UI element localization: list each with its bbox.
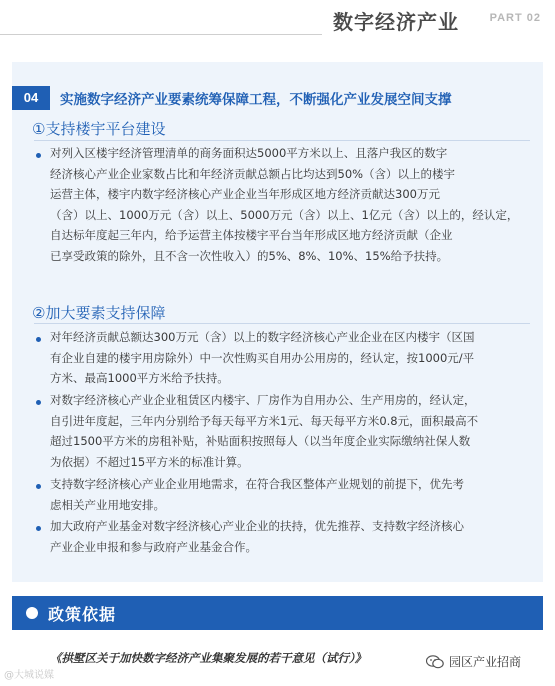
text-line: 产业企业申报和参与政府产业基金合作。 [50,539,257,554]
text-line: 自达标年度起三年内，给予运营主体按楼宇平台当年形成区地方经济贡献（企业 [50,228,453,243]
header-title: 数字经济产业 [333,10,459,34]
text-line: 对年经济贡献总额达300万元（含）以上的数字经济核心产业企业在区内楼宇（区国 [50,330,475,344]
text-line: 虑相关产业用地安排。 [50,497,165,512]
header-divider [0,34,322,35]
bullet-dot-icon [26,607,38,619]
subsection-2-item-2 [50,390,520,472]
section-heading [12,86,543,110]
text-line: 有企业自建的楼宇用房除外）中一次性购买自用办公用房的，经认定，按1000元/平 [50,350,475,365]
text-line: 为依据）不超过15平方米的标准计算。 [50,454,249,469]
bullet-icon [36,484,41,489]
policy-basis-title: 政策依据 [48,605,117,624]
policy-basis-bar [12,596,543,630]
bullet-icon [36,400,41,405]
section-number-badge: 04 [12,86,50,110]
subsection-1-item-1 [50,143,520,267]
policy-document-title: 《拱墅区关于加快数字经济产业集聚发展的若干意见（试行）》 [50,651,367,665]
header-part-label: PART 02 [489,12,541,24]
watermark-left: @大城说媒 [4,670,54,681]
text-line: 支持数字经济核心产业企业用地需求，在符合我区整体产业规划的前提下，优先考 [50,477,464,491]
subsection-1-title: ①支持楼宇平台建设 [32,120,166,138]
subsection-2-item-1 [50,327,520,389]
bullet-icon [36,153,41,158]
text-line: 对数字经济核心产业企业租赁区内楼宇、厂房作为自用办公、生产用房的，经认定， [50,393,476,407]
subsection-1-divider [34,140,530,141]
subsection-2-item-4 [50,516,520,557]
bullet-icon [36,526,41,531]
text-line: 加大政府产业基金对数字经济核心产业企业的扶持，优先推荐、支持数字经济核心 [50,519,464,533]
section-title: 实施数字经济产业要素统筹保障工程，不断强化产业发展空间支撑 [60,92,452,108]
text-line: 方米、最高1000平方米给予扶持。 [50,371,229,386]
wechat-icon [426,654,444,668]
text-line: 已享受政策的除外，且不含一次性收入）的5%、8%、10%、15%给予扶持。 [50,248,449,263]
bullet-icon [36,337,41,342]
text-line: 超过1500平方米的房租补贴，补贴面积按照每人（以当年度企业实际缴纳社保人数 [50,434,471,449]
watermark-right-text: 园区产业招商 [449,655,522,669]
text-line: 经济核心产业企业家数占比和年经济贡献总额占比均达到50%（含）以上的楼宇 [50,166,456,181]
subsection-2-item-3 [50,474,520,515]
subsection-2-title: ②加大要素支持保障 [32,304,166,322]
text-line: 运营主体，楼宇内数字经济核心产业企业当年形成区地方经济贡献达300万元 [50,187,440,202]
subsection-2-divider [34,323,530,324]
page-header [0,0,555,40]
text-line: 自引进年度起，三年内分别给予每天每平方米1元、每天每平方米0.8元，面积最高不 [50,413,479,428]
text-line: （含）以上、1000万元（含）以上、5000万元（含）以上、1亿元（含）以上的，经认定， [50,207,519,222]
text-line: 对列入区楼宇经济管理清单的商务面积达5000平方米以上、且落户我区的数字 [50,146,448,160]
